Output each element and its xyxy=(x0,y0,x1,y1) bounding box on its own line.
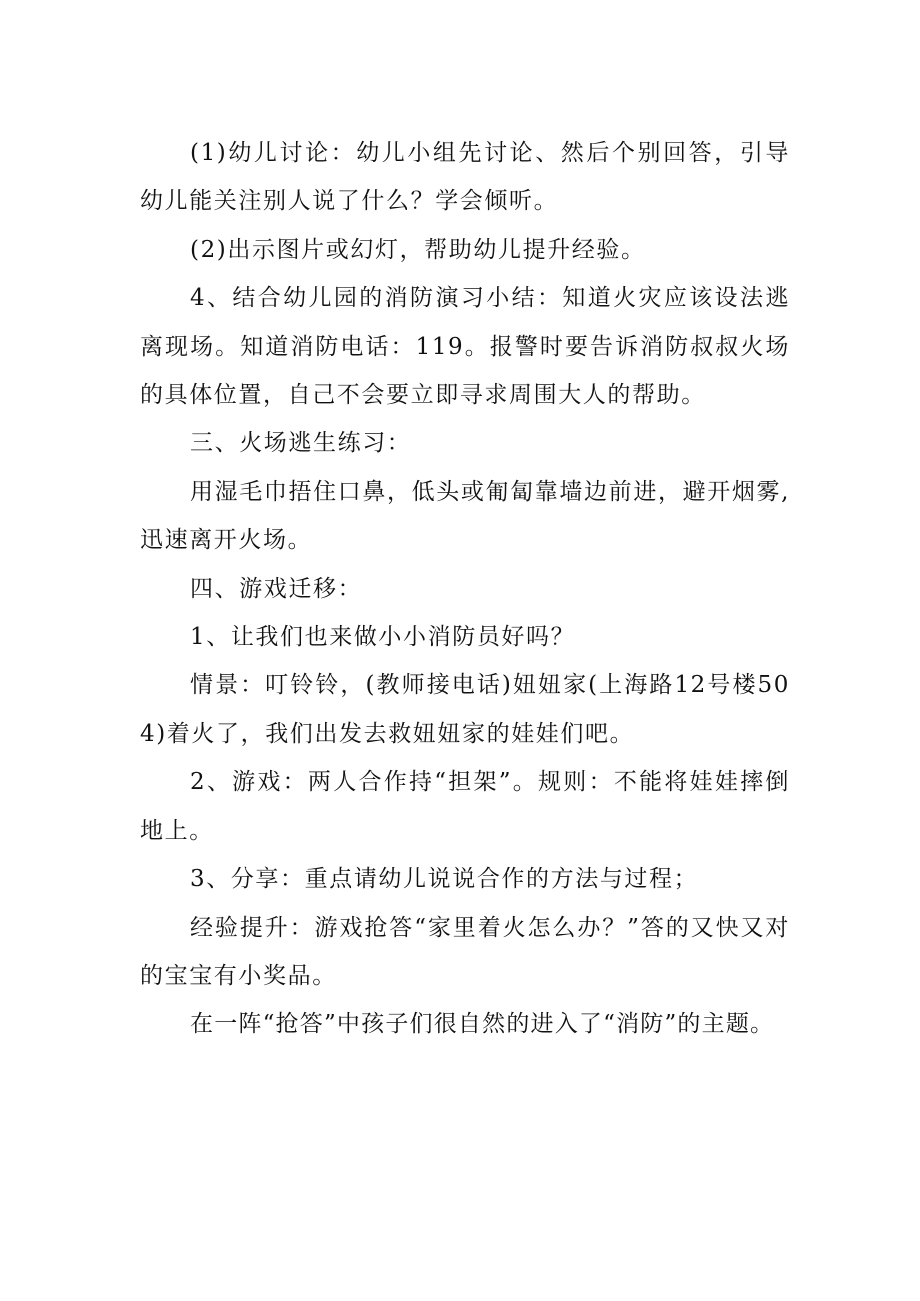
paragraph-closing: 在一阵“抢答”中孩子们很自然的进入了“消防”的主题。 xyxy=(190,1011,775,1038)
paragraph-stretcher-game: 2、游戏：两人合作持“担架”。规则：不能将娃娃摔倒地上。 xyxy=(140,769,790,844)
paragraph-escape-method: 用湿毛巾捂住口鼻，低头或匍匐靠墙边前进，避开烟雾,迅速离开火场。 xyxy=(140,478,790,554)
paragraph-fire-drill-summary: 4、结合幼儿园的消防演习小结：知道火灾应该设法逃离现场。知道消防电话：119。报警时要告诉消防叔叔火场的具体位置，自己不会要立即寻求周围大人的帮助。 xyxy=(140,285,790,409)
paragraph-sharing: 3、分享：重点请幼儿说说合作的方法与过程； xyxy=(190,866,699,893)
paragraph-little-firefighter: 1、让我们也来做小小消防员好吗？ xyxy=(190,624,576,651)
paragraph-discussion: (1)幼儿讨论：幼儿小组先讨论、然后个别回答，引导幼儿能关注别人说了什么？学会倾听。 xyxy=(140,140,790,215)
section-heading-game-transfer: 四、游戏迁移： xyxy=(190,575,363,602)
section-heading-escape-practice: 三、火场逃生练习： xyxy=(190,430,412,457)
paragraph-show-pictures: (2)出示图片或幻灯，帮助幼儿提升经验。 xyxy=(190,236,646,263)
paragraph-experience-boost: 经验提升：游戏抢答“家里着火怎么办？”答的又快又对的宝宝有小奖品。 xyxy=(140,914,790,989)
paragraph-scenario: 情景：叮铃铃，(教师接电话)妞妞家(上海路12号楼504)着火了，我们出发去救妞妞家的娃娃们吧。 xyxy=(140,672,790,747)
document-body xyxy=(140,129,790,1049)
